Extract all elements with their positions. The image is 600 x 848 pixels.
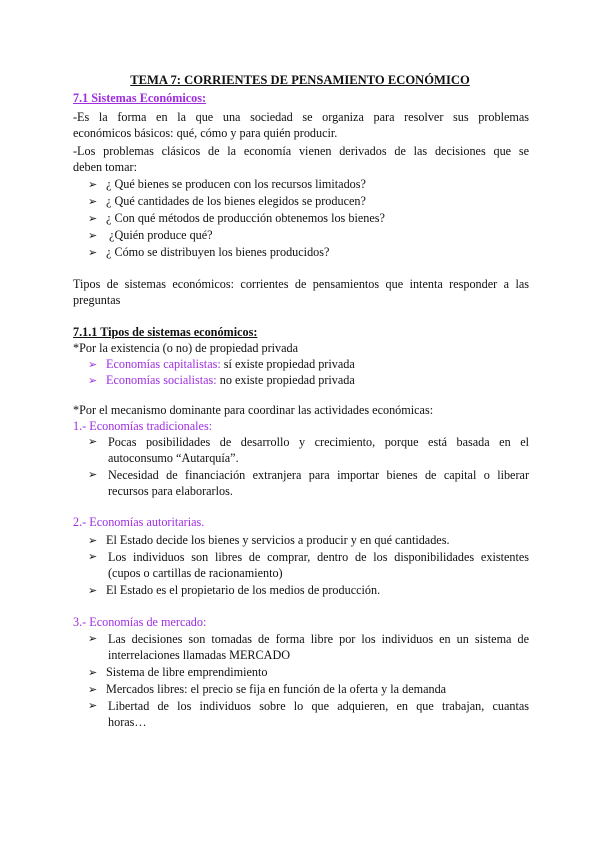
list-item-line: Necesidad de financiación extranjera para importar bienes de capital o liberar — [108, 468, 529, 482]
arrow-bullet-icon: ➢ — [88, 435, 98, 448]
criterion-line: *Por la existencia (o no) de propiedad privada — [73, 341, 299, 355]
list-item-line: Pocas posibilidades de desarrollo y crecimiento, porque está basada en el — [108, 435, 529, 449]
list-item-line: (cupos o cartillas de racionamiento) — [108, 566, 283, 580]
list-item: ➢ ¿ Cómo se distribuyen los bienes producidos? — [88, 245, 330, 259]
arrow-bullet-icon: ➢ — [88, 178, 98, 191]
arrow-bullet-icon: ➢ — [88, 374, 98, 387]
list-item-line: Los individuos son libres de comprar, dentro de los disponibilidades existentes — [108, 550, 529, 564]
list-item-line: interrelaciones llamadas MERCADO — [108, 648, 291, 662]
arrow-bullet-icon: ➢ — [88, 229, 98, 242]
arrow-bullet-icon: ➢ — [88, 632, 98, 645]
arrow-bullet-icon: ➢ — [88, 534, 98, 547]
list-item: ➢ Mercados libres: el precio se fija en función de la oferta y la demanda — [88, 682, 447, 696]
capitalistas-label: Economías capitalistas: — [106, 357, 221, 371]
arrow-bullet-icon: ➢ — [88, 246, 98, 259]
list-item: ➢ El Estado decide los bienes y servicios a producir y en qué cantidades. — [88, 533, 450, 547]
paragraph-line: -Es la forma en la que una sociedad se organiza para resolver sus problemas — [73, 110, 529, 124]
paragraph-line: Tipos de sistemas económicos: corrientes de pensamientos que intenta responder a las — [73, 277, 529, 291]
list-item: ➢ El Estado es el propietario de los medios de producción. — [88, 583, 381, 597]
arrow-bullet-icon: ➢ — [88, 584, 98, 597]
list-item-line: Libertad de los individuos sobre lo que adquieren, en que trabajan, cuantas — [108, 699, 529, 713]
list-item: ➢ ¿ Qué cantidades de los bienes elegidos se producen? — [88, 194, 366, 208]
page-title: TEMA 7: CORRIENTES DE PENSAMIENTO ECONÓMICO — [130, 73, 470, 87]
arrow-bullet-icon: ➢ — [88, 468, 98, 481]
socialistas-label: Economías socialistas: — [106, 373, 217, 387]
arrow-bullet-icon: ➢ — [88, 699, 98, 712]
list-item: ➢ Economías capitalistas: sí existe propiedad privada — [88, 357, 355, 371]
arrow-bullet-icon: ➢ — [88, 550, 98, 563]
list-item-line: autoconsumo “Autarquía”. — [108, 451, 239, 465]
subheading-tradicionales: 1.- Economías tradicionales: — [73, 419, 213, 433]
arrow-bullet-icon: ➢ — [88, 358, 98, 371]
list-item-line: Las decisiones son tomadas de forma libre por los individuos en un sistema de — [108, 632, 529, 646]
arrow-bullet-icon: ➢ — [88, 683, 98, 696]
list-item-line: recursos para elaborarlos. — [108, 484, 233, 498]
paragraph-line: deben tomar: — [73, 160, 137, 174]
list-item: ➢ Economías socialistas: no existe propiedad privada — [88, 373, 355, 387]
section-heading-tipos: 7.1.1 Tipos de sistemas económicos: — [73, 325, 258, 339]
arrow-bullet-icon: ➢ — [88, 666, 98, 679]
subheading-autoritarias: 2.- Economías autoritarias. — [73, 515, 205, 529]
paragraph-line: -Los problemas clásicos de la economía vienen derivados de las decisiones que se — [73, 144, 529, 158]
list-item: ➢ ¿Quién produce qué? — [88, 228, 213, 242]
list-item: ➢ ¿ Con qué métodos de producción obtenemos los bienes? — [88, 211, 385, 225]
list-item: ➢ ¿ Qué bienes se producen con los recursos limitados? — [88, 177, 366, 191]
subheading-mercado: 3.- Economías de mercado: — [73, 615, 207, 629]
criterion-line: *Por el mecanismo dominante para coordinar las actividades económicas: — [73, 403, 434, 417]
arrow-bullet-icon: ➢ — [88, 212, 98, 225]
paragraph-line: preguntas — [73, 293, 121, 307]
section-heading-sistemas: 7.1 Sistemas Económicos: — [73, 91, 207, 105]
list-item-line: horas… — [108, 715, 147, 729]
paragraph-line: económicos básicos: qué, cómo y para quién producir. — [73, 126, 338, 140]
arrow-bullet-icon: ➢ — [88, 195, 98, 208]
list-item: ➢ Sistema de libre emprendimiento — [88, 665, 268, 679]
